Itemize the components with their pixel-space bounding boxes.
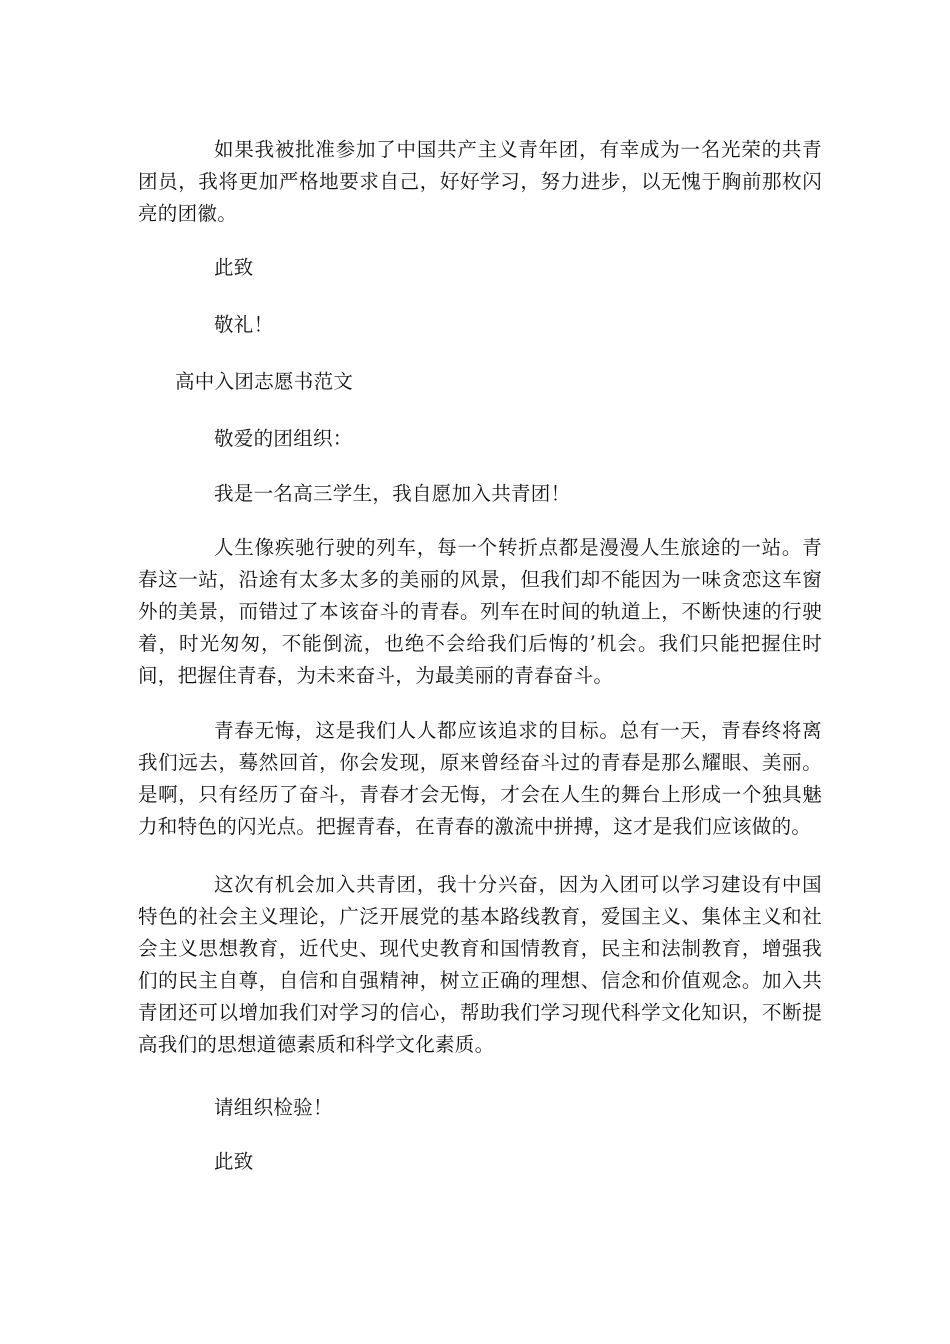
closing-cizhi-2: 此致 [214, 1150, 254, 1173]
greeting: 敬爱的团组织： [214, 427, 353, 450]
request-line: 请组织检验！ [214, 1096, 333, 1119]
paragraph-join: 这次有机会加入共青团，我十分兴奋，因为入团可以学习建设有中国特色的社会主义理论，广泛开展党的基本路线教育，爱国主义、集体主义和社会主义思想教育，近代史、现代史教育和国情教育，民主和法制教育，增强我们的民主自尊，自信和自强精神，树立正确的理想、信念和价值观念。加入共青团还可以增加我们对学习的信心，帮助我们学习现代科学文化知识，不断提高我们的思想道德素质和科学文化素质。 [138, 873, 822, 1056]
section-title: 高中入团志愿书范文 [175, 370, 354, 393]
salute-jingli: 敬礼！ [214, 313, 274, 336]
paragraph-pledge: 如果我被批准参加了中国共产主义青年团，有幸成为一名光荣的共青团员，我将更加严格地要求自己，好好学习，努力进步，以无愧于胸前那枚闪亮的团徽。 [138, 138, 822, 225]
closing-cizhi: 此致 [214, 256, 254, 279]
paragraph-train: 人生像疾驰行驶的列车，每一个转折点都是漫漫人生旅途的一站。青春这一站，沿途有太多太多的美丽的风景，但我们却不能因为一味贪恋这车窗外的美景，而错过了本该奋斗的青春。列车在时间的轨道上，不断快速的行驶着，时光匆匆，不能倒流，也绝不会给我们后悔的’机会。我们只能把握住时间，把握住青春，为未来奋斗，为最美丽的青春奋斗。 [138, 536, 822, 687]
intro-line: 我是一名高三学生，我自愿加入共青团！ [214, 482, 571, 505]
paragraph-youth: 青春无悔，这是我们人人都应该追求的目标。总有一天，青春终将离我们远去，蓦然回首，你会发现，原来曾经奋斗过的青春是那么耀眼、美丽。是啊，只有经历了奋斗，青春才会无悔，才会在人生的舞台上形成一个独具魅力和特色的闪光点。把握青春，在青春的激流中拼搏，这才是我们应该做的。 [138, 719, 822, 838]
